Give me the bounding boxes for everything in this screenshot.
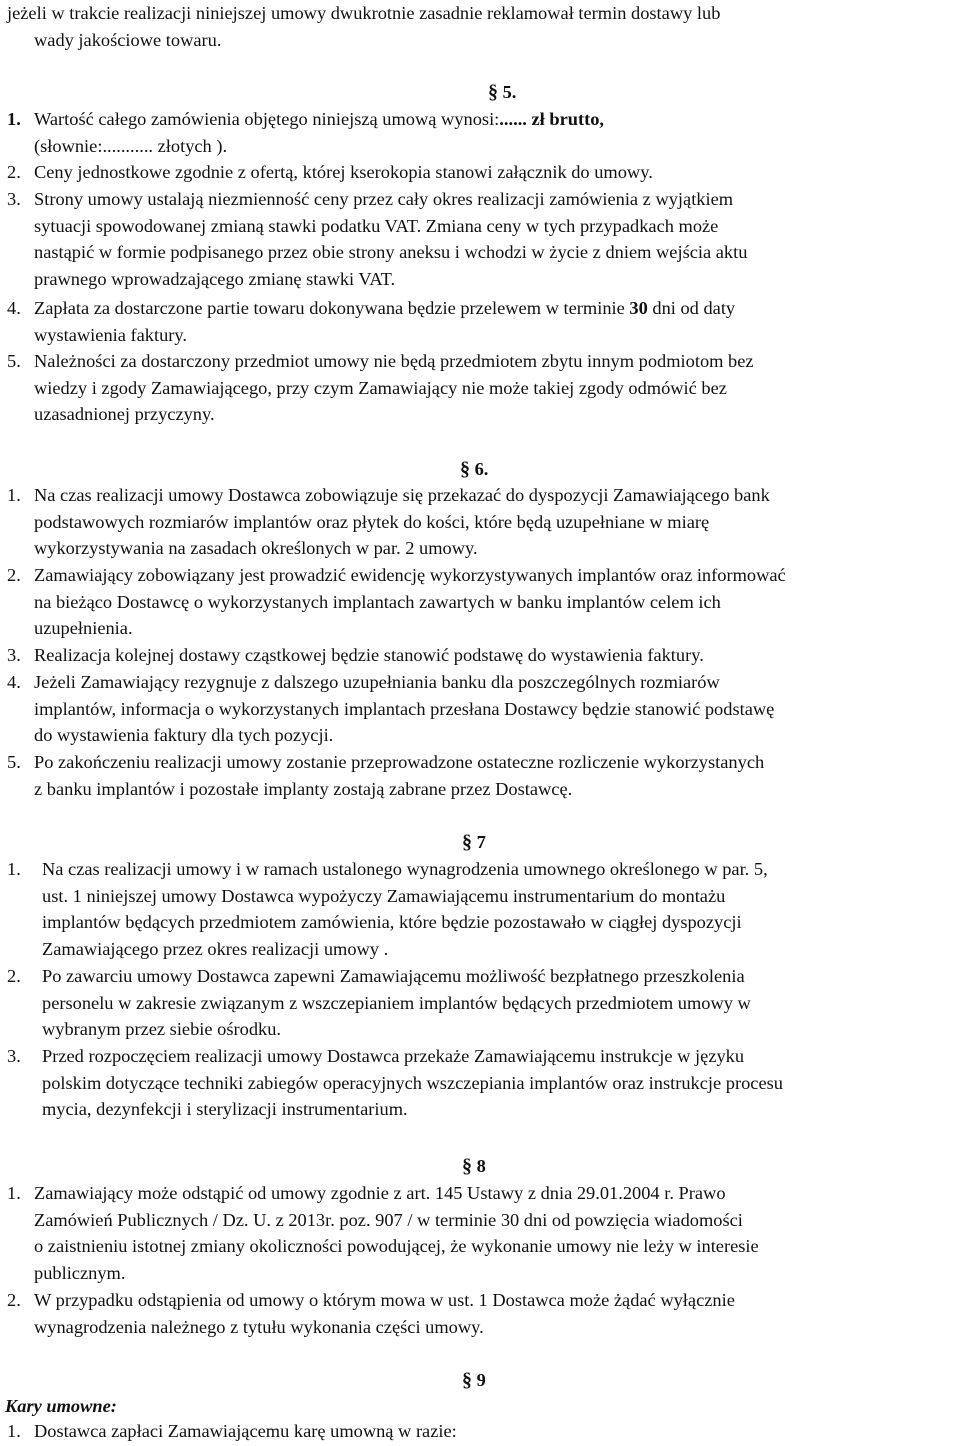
s6-item-1 [0, 482, 960, 562]
item-number: 1. [7, 859, 21, 879]
section-8-heading [462, 1153, 486, 1180]
item-text: wiedzy i zgody Zamawiającego, przy czym Zamawiający nie może takiej zgody odmówić bez [34, 377, 727, 398]
item-number: 4. [7, 672, 21, 692]
item-text: uzasadnionej przyczyny. [34, 404, 215, 425]
item-text: Strony umowy ustalają niezmienność ceny przez cały okres realizacji zamówienia z wyjątkiem [34, 189, 734, 209]
section-number: 7 [476, 832, 486, 852]
item-text: nastąpić w formie podpisanego przez obie strony aneksu i wchodzi w życie z dniem wejścia aktu [34, 242, 748, 263]
item-number: 2. [7, 162, 21, 182]
s7-item-3 [0, 1043, 960, 1123]
intro-paragraph [0, 0, 960, 53]
item-text: Zamawiający zobowiązany jest prowadzić ewidencję wykorzystywanych implantów oraz informować [34, 565, 786, 585]
item-text: Po zawarciu umowy Dostawca zapewni Zamawiającemu możliwość bezpłatnego przeszkolenia [42, 966, 745, 986]
item-number: 4. [7, 298, 21, 318]
item-text: Zapłata za dostarczone partie towaru dokonywana będzie przelewem w terminie [34, 298, 630, 318]
item-number: 5. [7, 351, 21, 371]
item-number: 3. [7, 645, 21, 665]
section-7-heading [462, 829, 486, 856]
item-text: do wystawienia faktury dla tych pozycji. [34, 725, 334, 746]
penalties-heading: Kary umowne: [5, 1396, 117, 1416]
item-number: 2. [7, 565, 21, 585]
s5-item-5 [0, 348, 960, 428]
s5-item-3 [0, 186, 960, 292]
item-text: uzupełnienia. [34, 618, 133, 639]
item-text: dni od daty [647, 298, 736, 318]
section-number: 6. [474, 459, 489, 479]
intro-line-1: jeżeli w trakcie realizacji niniejszej umowy dwukrotnie zasadnie reklamował termin dostawy lub [7, 3, 721, 23]
s6-item-4 [0, 669, 960, 749]
section-sign: § [462, 1155, 472, 1177]
s5-item-2 [0, 159, 960, 186]
item-text: Na czas realizacji umowy Dostawca zobowiązuje się przekazać do dyspozycji Zamawiającego bank [34, 485, 770, 505]
s9-item-1 [0, 1418, 960, 1445]
item-text: o zaistnieniu istotnej zmiany okoliczności powodującej, że wykonanie umowy nie leży w interesie [34, 1236, 759, 1257]
item-number: 3. [7, 1046, 21, 1066]
item-text: wystawienia faktury. [34, 324, 188, 345]
s5-item-1 [0, 106, 960, 159]
s5-item-4 [0, 295, 960, 348]
item-number: 5. [7, 752, 21, 772]
item-text: Wartość całego zamówienia objętego niniejszą umową wynosi: [34, 109, 500, 129]
s6-item-2 [0, 562, 960, 642]
item-text: na bieżąco Dostawcę o wykorzystanych implantach zawartych w banku implantów celem ich [34, 591, 721, 612]
item-text: wykorzystywania na zasadach określonych w par. 2 umowy. [34, 538, 478, 559]
section-9-heading [462, 1367, 486, 1394]
item-number: 1. [7, 1183, 21, 1203]
s8-item-2 [0, 1287, 960, 1340]
item-number: 1. [7, 1421, 21, 1441]
item-text: ust. 1 niniejszej umowy Dostawca wypożyczy Zamawiającemu instrumentarium do montażu [42, 885, 726, 906]
item-text: implantów będących przedmiotem zamówienia, które będzie pozostawało w ciągłej dyspozycji [42, 912, 742, 933]
item-text: polskim dotyczące techniki zabiegów operacyjnych wszczepiania implantów oraz instrukcje procesu [42, 1072, 783, 1093]
item-text: Należności za dostarczony przedmiot umowy nie będą przedmiotem zbytu innym podmiotom bez [34, 351, 754, 371]
item-text: Jeżeli Zamawiający rezygnuje z dalszego uzupełniania banku dla poszczególnych rozmiarów [34, 672, 720, 692]
section-5-heading [488, 79, 516, 106]
section-sign: § [460, 458, 470, 480]
intro-line-2: wady jakościowe towaru. [34, 29, 222, 50]
amount-text: ...... zł brutto, [499, 109, 605, 129]
item-number: 2. [7, 966, 21, 986]
days-count: 30 [629, 298, 648, 318]
item-text: sytuacji spowodowanej zmianą stawki podatku VAT. Zmiana ceny w tych przypadkach może [34, 215, 719, 236]
item-text: Zamówień Publicznych / Dz. U. z 2013r. poz. 907 / w terminie 30 dni od powzięcia wiadomości [34, 1209, 743, 1230]
item-text: Po zakończeniu realizacji umowy zostanie przeprowadzone ostateczne rozliczenie wykorzystanych [34, 752, 765, 772]
item-text: z banku implantów i pozostałe implanty zostają zabrane przez Dostawcę. [34, 778, 573, 799]
section-sign: § [462, 831, 472, 853]
item-number: 2. [7, 1290, 21, 1310]
item-text: prawnego wprowadzającego zmianę stawki VAT. [34, 268, 396, 289]
item-text: Realizacja kolejnej dostawy cząstkowej będzie stanowić podstawę do wystawienia faktury. [34, 645, 704, 665]
item-text: wynagrodzenia należnego z tytułu wykonania części umowy. [34, 1316, 484, 1337]
item-text: mycia, dezynfekcji i sterylizacji instrumentarium. [42, 1099, 408, 1120]
s9-heading-text [0, 1393, 960, 1420]
item-text: Dostawca zapłaci Zamawiającemu karę umowną w razie: [34, 1421, 457, 1441]
item-text: publicznym. [34, 1262, 126, 1283]
section-number: 5. [502, 82, 517, 102]
item-text: Ceny jednostkowe zgodnie z ofertą, której kserokopia stanowi załącznik do umowy. [34, 162, 653, 182]
s6-item-3 [0, 642, 960, 669]
item-text: podstawowych rozmiarów implantów oraz płytek do kości, które będą uzupełniane w miarę [34, 511, 710, 532]
s6-item-5 [0, 749, 960, 802]
item-text: wybranym przez siebie ośrodku. [42, 1019, 282, 1040]
item-number: 3. [7, 189, 21, 209]
item-text: Zamawiającego przez okres realizacji umowy . [42, 938, 389, 959]
section-number: 8 [476, 1156, 486, 1176]
item-text: Przed rozpoczęciem realizacji umowy Dostawca przekaże Zamawiającemu instrukcje w języku [42, 1046, 745, 1066]
item-text: Na czas realizacji umowy i w ramach ustalonego wynagrodzenia umownego określonego w par. 5, [42, 859, 768, 879]
item-text: Zamawiający może odstąpić od umowy zgodnie z art. 145 Ustawy z dnia 29.01.2004 r. Prawo [34, 1183, 726, 1203]
section-6-heading [460, 456, 488, 483]
item-text: W przypadku odstąpienia od umowy o którym mowa w ust. 1 Dostawca może żądać wyłącznie [34, 1290, 735, 1310]
item-number: 1. [7, 109, 21, 129]
s7-item-2 [0, 963, 960, 1043]
item-text: implantów, informacja o wykorzystanych implantach przesłana Dostawcy będzie stanowić podstawę [34, 698, 775, 719]
section-sign: § [462, 1369, 472, 1391]
section-number: 9 [476, 1370, 486, 1390]
item-number: 1. [7, 485, 21, 505]
item-text: (słownie:........... złotych ). [34, 135, 228, 156]
item-text: personelu w zakresie związanym z wszczepianiem implantów będących przedmiotem umowy w [42, 992, 751, 1013]
s7-item-1 [0, 856, 960, 962]
section-sign: § [488, 81, 498, 103]
s8-item-1 [0, 1180, 960, 1286]
